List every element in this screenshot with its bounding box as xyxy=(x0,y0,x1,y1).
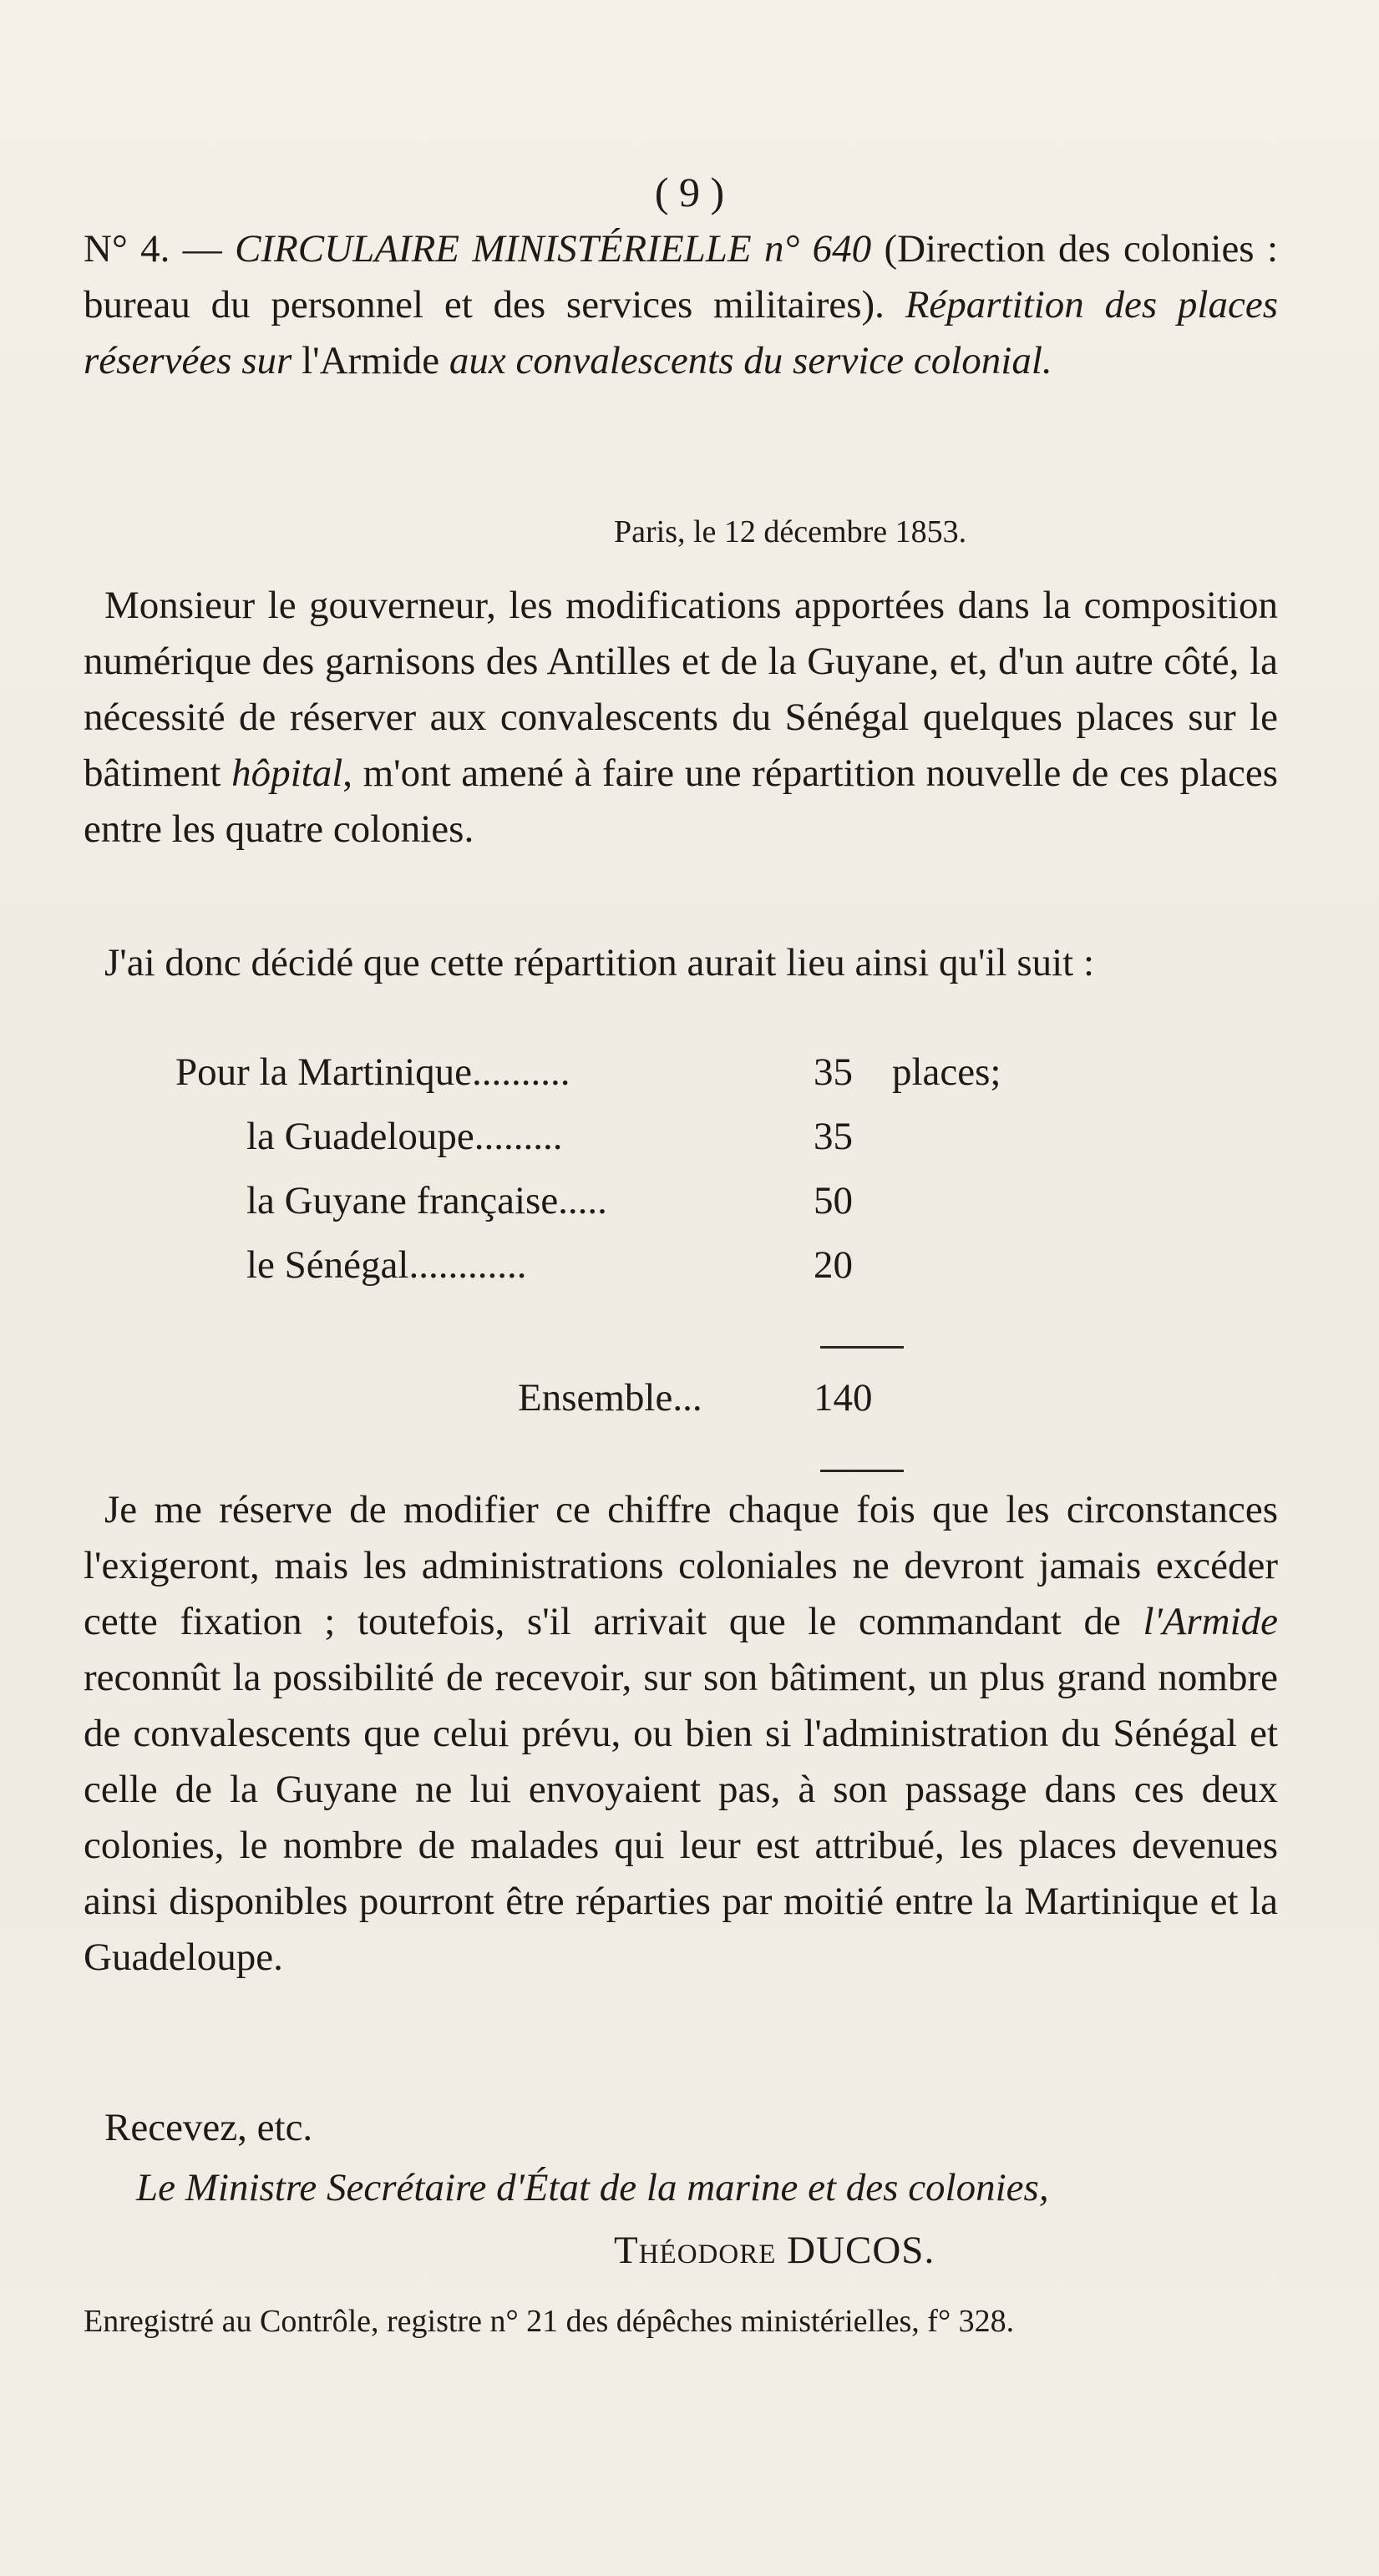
table-row-label: Pour la Martinique.......... xyxy=(175,1050,570,1094)
table-row-label: la Guadeloupe......... xyxy=(246,1114,563,1158)
heading-number: N° 4. xyxy=(84,227,170,271)
table-total-label: Ensemble... xyxy=(518,1375,702,1420)
paragraph-1-after: , m'ont amené à faire une répartition nouvelle de ces places entre les quatre colonies. xyxy=(84,752,1278,851)
paragraph-3 xyxy=(84,1482,1278,1986)
table-row xyxy=(175,1040,1001,1104)
paragraph-1-italic: hôpital xyxy=(231,752,343,795)
heading-direction: (Direction des colonies : bureau du personnel et des services militaires). xyxy=(84,227,1279,326)
paragraph-3-before: Je me réserve de modifier ce chiffre chaque fois que les circonstances l'exigeront, mais les administrations coloniales ne devront jamais excéder cette fixation ; toutefois, s'il arrivait que le commandant de xyxy=(84,1488,1278,1643)
table-row-value: 20 xyxy=(814,1242,853,1287)
paragraph-4: Recevez, etc. xyxy=(104,2106,313,2149)
table-row-label: le Sénégal............ xyxy=(246,1242,527,1287)
heading-title: CIRCULAIRE MINISTÉRIELLE xyxy=(235,227,752,271)
table-row-value: 35 xyxy=(814,1050,853,1094)
paragraph-1-before: Monsieur le gouverneur, les modifications apportées dans la composition numérique des garnisons des Antilles et de la Guyane, et, d'un autre côté, la nécessité de réserver aux convalescents du Sénégal quelques places sur le bâtiment xyxy=(84,584,1278,795)
registration-footer: Enregistré au Contrôle, registre n° 21 des dépêches ministérielles, f° 328. xyxy=(84,2304,1015,2339)
table-row-value: 50 xyxy=(814,1178,853,1222)
table-row xyxy=(246,1104,853,1168)
paragraph-3-italic: l'Armide xyxy=(1143,1600,1278,1643)
signer-last-name: DUCOS. xyxy=(787,2229,935,2272)
circular-heading xyxy=(84,221,1278,389)
table-row xyxy=(246,1232,853,1297)
sum-rule-top xyxy=(820,1346,904,1349)
heading-subject-italic: Répartition des places réservées sur xyxy=(84,283,1278,382)
table-total-row xyxy=(518,1365,873,1430)
dateline: Paris, le 12 décembre 1853. xyxy=(614,514,967,549)
paragraph-3-after: reconnût la possibilité de recevoir, sur son bâtiment, un plus grand nombre de convalescents que celui prévu, ou bien si l'administration du Sénégal et celle de la Guyane ne lui envoyaient pas, à son passage dans ces deux colonies, le nombre de malades qui leur est attribué, les places devenues ainsi disponibles pourront être réparties par moitié entre la Martinique et la Guadeloupe. xyxy=(84,1656,1278,1979)
paragraph-2: J'ai donc décidé que cette répartition aurait lieu ainsi qu'il suit : xyxy=(104,941,1095,984)
sum-rule-bottom xyxy=(820,1470,904,1472)
table-row-unit: places; xyxy=(892,1050,1001,1094)
signature-title: Le Ministre Secrétaire d'État de la marine et des colonies, xyxy=(136,2166,1049,2209)
heading-num-label: n° 640 xyxy=(763,227,872,271)
table-total-value: 140 xyxy=(814,1375,873,1420)
heading-subject-tail: aux convalescents du service colonial. xyxy=(449,339,1052,382)
signer-name xyxy=(614,2223,935,2279)
page-number: ( 9 ) xyxy=(654,169,725,215)
table-row-value: 35 xyxy=(814,1114,853,1158)
heading-subject-plain: l'Armide xyxy=(302,339,440,382)
heading-dash: — xyxy=(182,227,222,271)
table-row-label: la Guyane française..... xyxy=(246,1178,607,1222)
paragraph-1 xyxy=(84,578,1278,858)
table-row xyxy=(246,1168,853,1232)
signer-first-name: Théodore xyxy=(614,2229,777,2272)
